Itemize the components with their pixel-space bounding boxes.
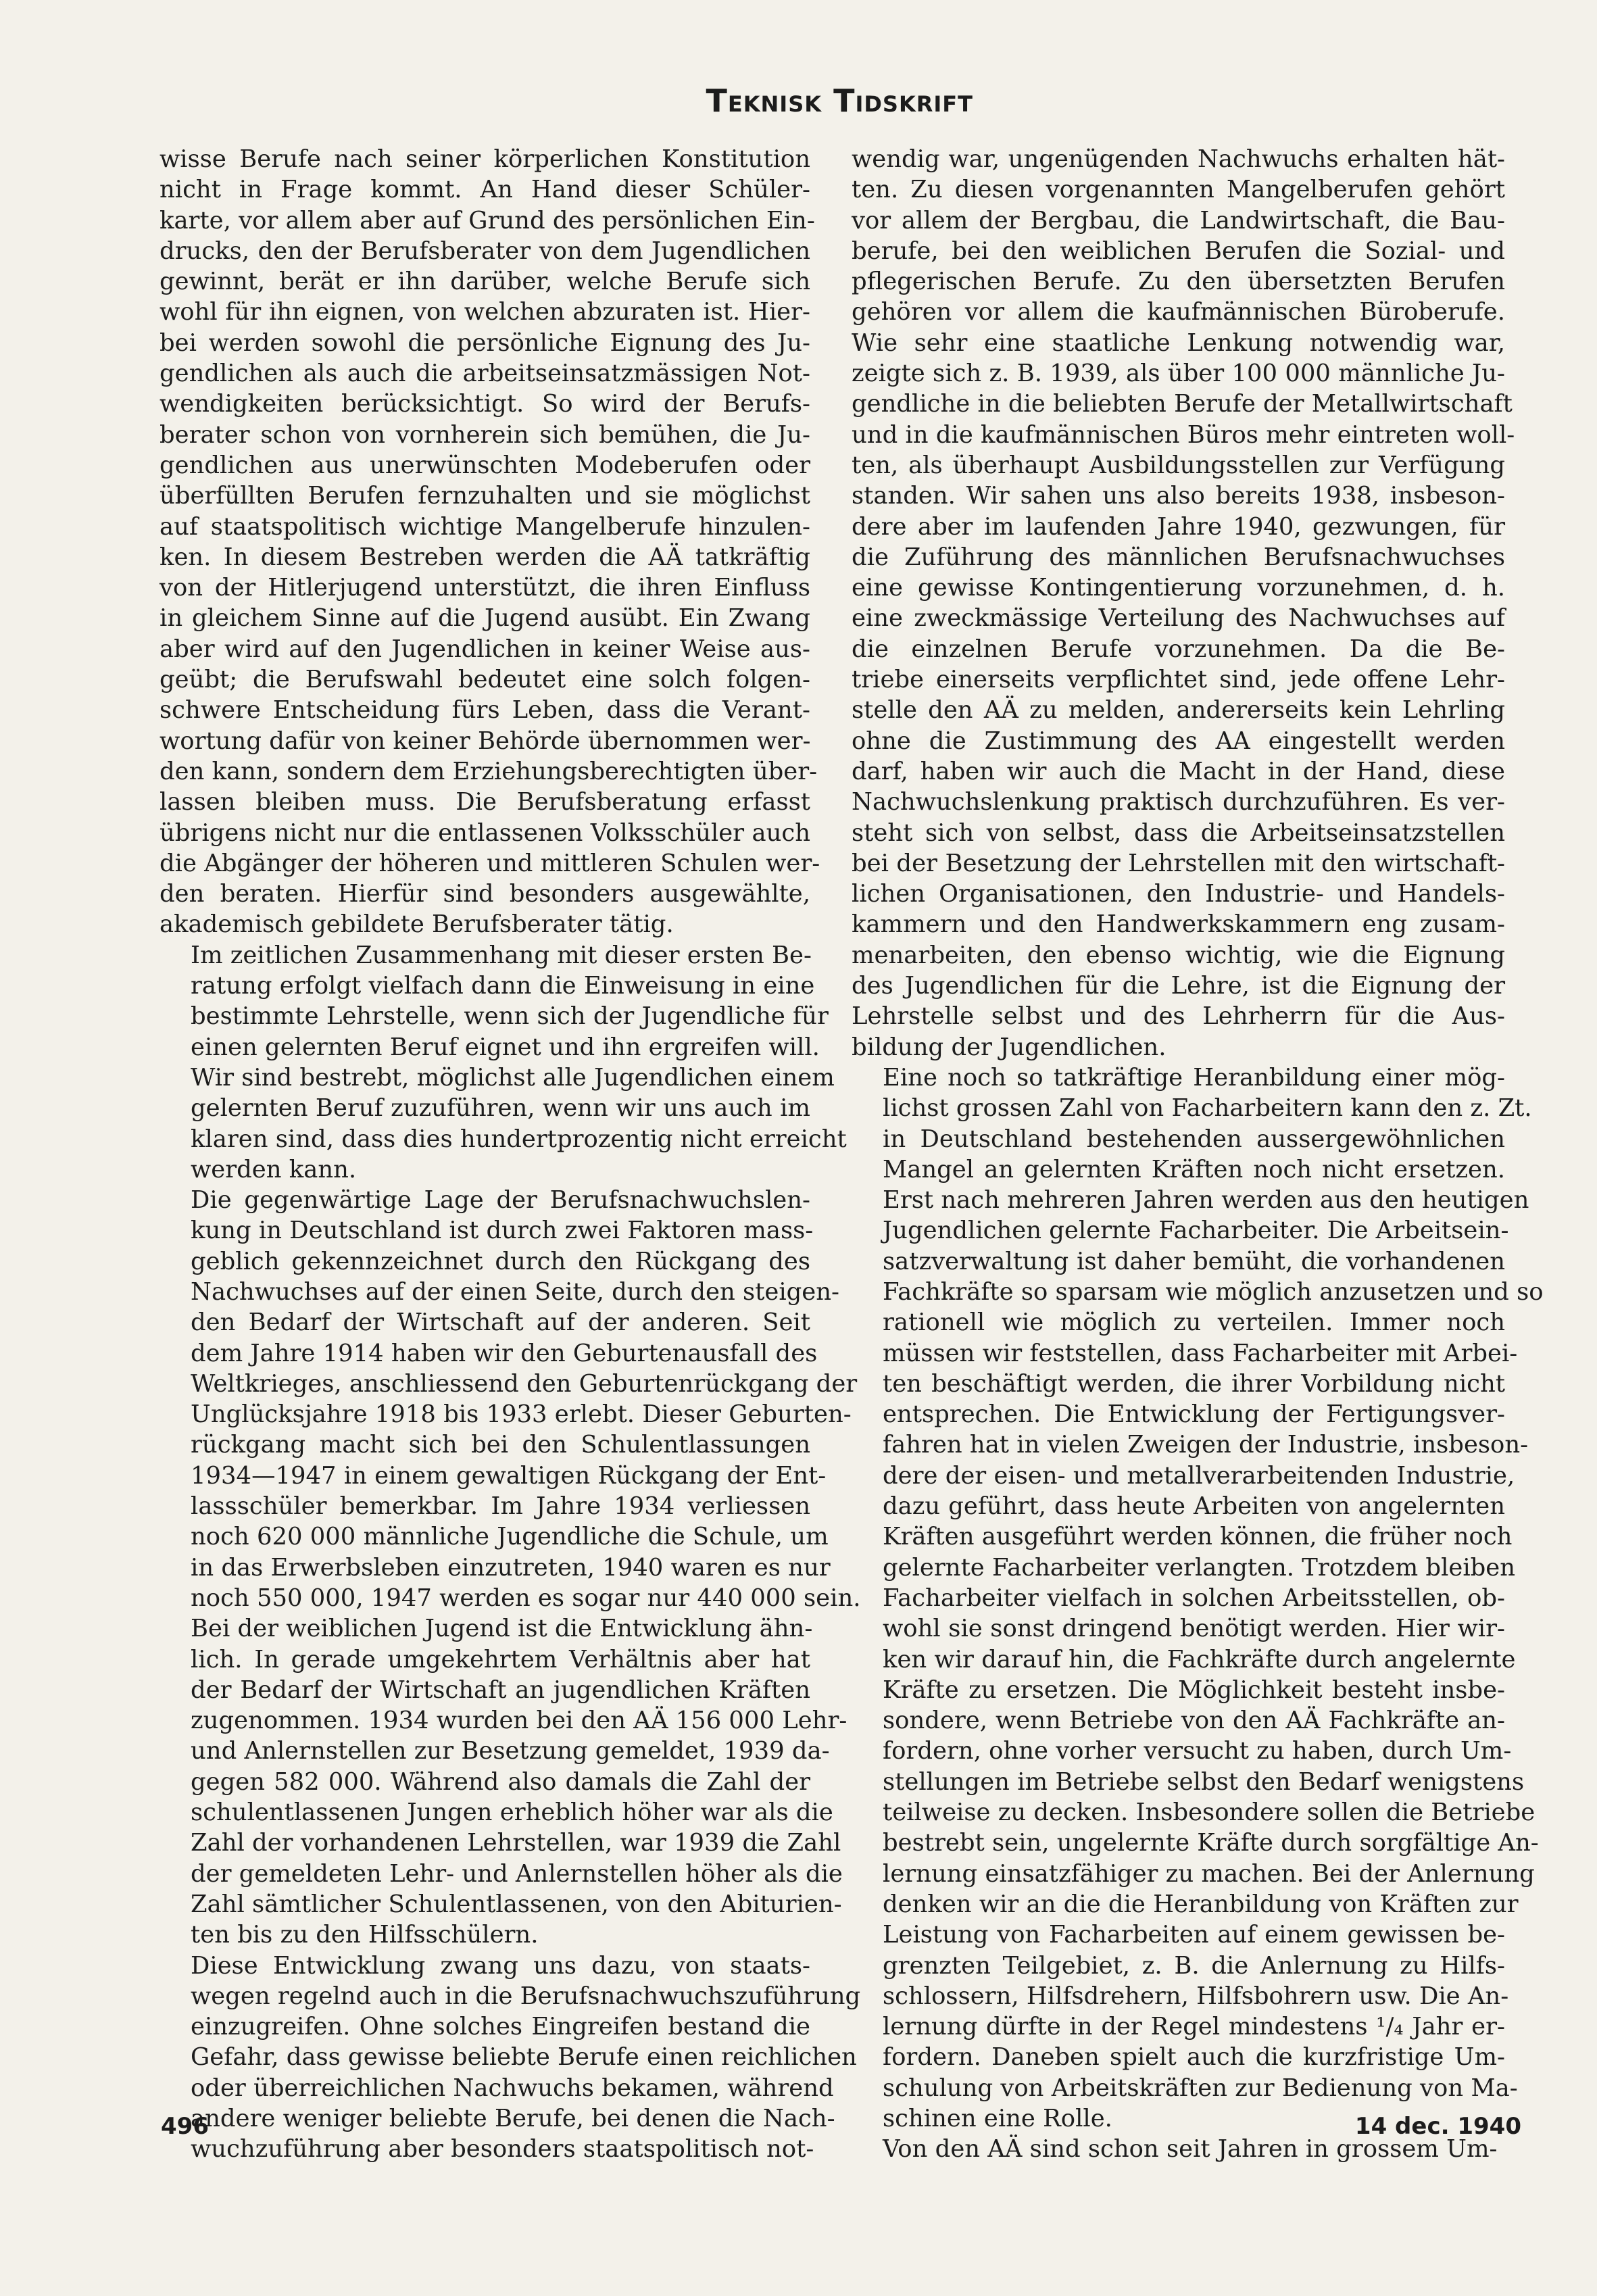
- text-line: pflegerischen Berufe. Zu den übersetzten Berufen: [852, 268, 1505, 296]
- text-line: 1934—1947 in einem gewaltigen Rückgang der Ent-: [191, 1461, 827, 1490]
- text-line: triebe einerseits verpflichtet sind, jede offene Lehr-: [852, 666, 1505, 694]
- paragraph: [852, 144, 1515, 1062]
- text-line: nicht in Frage kommt. An Hand dieser Schüler-: [159, 176, 810, 204]
- text-line: Leistung von Facharbeiten auf einem gewissen be-: [883, 1921, 1505, 1949]
- text-line: Zahl der vorhandenen Lehrstellen, war 1939 die Zahl: [191, 1829, 841, 1857]
- text-line: lichen Organisationen, den Industrie- und Handels-: [852, 880, 1505, 908]
- text-line: Die gegenwärtige Lage der Berufsnachwuchslen-: [191, 1186, 810, 1215]
- text-line: gelernte Facharbeiter verlangten. Trotzdem bleiben: [883, 1553, 1516, 1582]
- text-line: teilweise zu decken. Insbesondere sollen die Betriebe: [883, 1799, 1535, 1827]
- text-line: dem Jahre 1914 haben wir den Geburtenausfall des: [191, 1339, 818, 1367]
- text-line: Bei der weiblichen Jugend ist die Entwicklung ähn-: [191, 1615, 813, 1643]
- text-line: drucks, den der Berufsberater von dem Jugendlichen: [159, 237, 810, 265]
- journal-title: Teknisk Tidskrift: [706, 82, 973, 119]
- text-line: bei werden sowohl die persönliche Eignung des Ju-: [159, 328, 810, 357]
- text-line: Von den AÄ sind schon seit Jahren in grossem Um-: [883, 2135, 1498, 2164]
- issue-date: 14 dec. 1940: [1354, 2113, 1521, 2140]
- text-line: rationell wie möglich zu verteilen. Immer noch: [883, 1309, 1505, 1337]
- text-line: Mangel an gelernten Kräften noch nicht ersetzen.: [883, 1155, 1505, 1183]
- text-line: Kräfte zu ersetzen. Die Möglichkeit besteht insbe-: [883, 1676, 1505, 1704]
- text-line: lassen bleiben muss. Die Berufsberatung erfasst: [159, 788, 810, 816]
- text-line: Weltkrieges, anschliessend den Geburtenrückgang der: [191, 1369, 858, 1398]
- text-line: fahren hat in vielen Zweigen der Industrie, insbeson-: [883, 1431, 1529, 1459]
- text-line: und in die kaufmännischen Büros mehr eintreten woll-: [852, 420, 1515, 449]
- text-line: berater schon von vornherein sich bemühen, die Ju-: [159, 420, 810, 449]
- text-line: satzverwaltung ist daher bemüht, die vorhandenen: [883, 1247, 1505, 1275]
- text-line: schulentlassenen Jungen erheblich höher war als die: [191, 1799, 833, 1827]
- text-line: dere aber im laufenden Jahre 1940, gezwungen, für: [852, 512, 1505, 541]
- text-line: vor allem der Bergbau, die Landwirtschaft, die Bau-: [852, 206, 1505, 235]
- text-line: bei der Besetzung der Lehrstellen mit den wirtschaft-: [852, 849, 1505, 877]
- text-line: geblich gekennzeichnet durch den Rückgang des: [191, 1247, 810, 1275]
- text-line: überfüllten Berufen fernzuhalten und sie möglichst: [159, 482, 810, 510]
- text-line: der Bedarf der Wirtschaft an jugendlichen Kräften: [191, 1676, 810, 1704]
- text-line: ten bis zu den Hilfsschülern.: [191, 1921, 539, 1949]
- text-line: grenzten Teilgebiet, z. B. die Anlernung zu Hilfs-: [883, 1951, 1505, 1980]
- text-line: die Abgänger der höheren und mittleren Schulen wer-: [159, 849, 820, 877]
- text-line: sondere, wenn Betriebe von den AÄ Fachkräfte an-: [883, 1707, 1505, 1735]
- text-line: fordern. Daneben spielt auch die kurzfristige Um-: [883, 2043, 1505, 2072]
- text-line: oder überreichlichen Nachwuchs bekamen, während: [191, 2074, 834, 2102]
- text-line: bestrebt sein, ungelernte Kräfte durch sorgfältige An-: [883, 1829, 1539, 1857]
- text-line: Nachwuchslenkung praktisch durchzuführen. Es ver-: [852, 788, 1505, 816]
- text-line: Unglücksjahre 1918 bis 1933 erlebt. Dieser Geburten-: [191, 1400, 852, 1429]
- text-line: aber wird auf den Jugendlichen in keiner Weise aus-: [159, 635, 810, 663]
- text-line: die Zuführung des männlichen Berufsnachwuchses: [852, 543, 1505, 571]
- text-line: stellungen im Betriebe selbst den Bedarf wenigstens: [883, 1767, 1525, 1796]
- text-line: standen. Wir sahen uns also bereits 1938, insbeson-: [852, 482, 1505, 510]
- text-line: lernung dürfte in der Regel mindestens ¹/₄ Jahr er-: [883, 2013, 1505, 2041]
- text-line: den beraten. Hierfür sind besonders ausgewählte,: [159, 880, 810, 908]
- text-line: in Deutschland bestehenden aussergewöhnlichen: [883, 1125, 1505, 1153]
- text-line: werden kann.: [191, 1155, 357, 1183]
- text-line: und Anlernstellen zur Besetzung gemeldet, 1939 da-: [191, 1737, 830, 1765]
- text-line: Zahl sämtlicher Schulentlassenen, von den Abiturien-: [191, 1890, 842, 1918]
- text-line: Facharbeiter vielfach in solchen Arbeitsstellen, ob-: [883, 1584, 1505, 1612]
- text-line: ken wir darauf hin, die Fachkräfte durch angelernte: [883, 1645, 1516, 1674]
- text-line: ten, als überhaupt Ausbildungsstellen zur Verfügung: [852, 451, 1505, 479]
- text-line: auf staatspolitisch wichtige Mangelberufe hinzulen-: [159, 512, 810, 541]
- text-line: lernung einsatzfähiger zu machen. Bei der Anlernung: [883, 1859, 1535, 1888]
- text-line: entsprechen. Die Entwicklung der Fertigungsver-: [883, 1400, 1505, 1429]
- paragraph: [159, 1951, 861, 2165]
- text-line: gendlichen als auch die arbeitseinsatzmässigen Not-: [159, 360, 810, 388]
- text-line: darf, haben wir auch die Macht in der Hand, diese: [852, 757, 1505, 785]
- text-line: steht sich von selbst, dass die Arbeitseinsatzstellen: [852, 819, 1505, 847]
- text-line: ratung erfolgt vielfach dann die Einweisung in eine: [191, 972, 815, 1000]
- text-line: gewinnt, berät er ihn darüber, welche Berufe sich: [159, 268, 810, 296]
- text-line: eine zweckmässige Verteilung des Nachwuchses auf: [852, 604, 1505, 633]
- text-line: schwere Entscheidung fürs Leben, dass die Verant-: [159, 696, 810, 725]
- text-line: fordern, ohne vorher versucht zu haben, durch Um-: [883, 1737, 1512, 1765]
- text-line: gelernten Beruf zuzuführen, wenn wir uns auch im: [191, 1094, 810, 1123]
- text-line: noch 550 000, 1947 werden es sogar nur 440 000 sein.: [191, 1584, 861, 1612]
- text-line: klaren sind, dass dies hundertprozentig nicht erreicht: [191, 1125, 847, 1153]
- text-line: Lehrstelle selbst und des Lehrherrn für die Aus-: [852, 1002, 1505, 1031]
- text-line: einzugreifen. Ohne solches Eingreifen bestand die: [191, 2013, 810, 2041]
- text-line: müssen wir feststellen, dass Facharbeiter mit Arbei-: [883, 1339, 1518, 1367]
- text-line: bildung der Jugendlichen.: [852, 1033, 1166, 1061]
- text-line: geübt; die Berufswahl bedeutet eine solch folgen-: [159, 666, 810, 694]
- text-line: rückgang macht sich bei den Schulentlassungen: [191, 1431, 810, 1459]
- text-line: berufe, bei den weiblichen Berufen die Sozial- und: [852, 237, 1505, 265]
- text-line: schlossern, Hilfsdrehern, Hilfsbohrern usw. Die An-: [883, 1982, 1509, 2010]
- text-line: karte, vor allem aber auf Grund des persönlichen Ein-: [159, 206, 815, 235]
- paragraph: [852, 1062, 1544, 2134]
- text-line: zugenommen. 1934 wurden bei den AÄ 156 000 Lehr-: [191, 1707, 847, 1735]
- text-line: kammern und den Handwerkskammern eng zusam-: [852, 910, 1505, 939]
- right-column: [852, 144, 1544, 2165]
- text-line: eine gewisse Kontingentierung vorzunehmen, d. h.: [852, 574, 1505, 602]
- text-line: wortung dafür von keiner Behörde übernommen wer-: [159, 727, 811, 755]
- text-line: wohl für ihn eignen, von welchen abzuraten ist. Hier-: [159, 298, 810, 326]
- text-line: noch 620 000 männliche Jugendliche die Schule, um: [191, 1523, 829, 1551]
- text-line: den kann, sondern dem Erziehungsberechtigten über-: [159, 757, 818, 785]
- text-line: in gleichem Sinne auf die Jugend ausübt. Ein Zwang: [159, 604, 810, 633]
- text-line: ten beschäftigt werden, die ihrer Vorbildung nicht: [883, 1369, 1505, 1398]
- text-line: Gefahr, dass gewisse beliebte Berufe einen reichlichen: [191, 2043, 857, 2072]
- text-line: von der Hitlerjugend unterstützt, die ihren Einfluss: [159, 574, 810, 602]
- text-line: akademisch gebildete Berufsberater tätig.: [159, 910, 674, 939]
- text-line: Wie sehr eine staatliche Lenkung notwendig war,: [852, 328, 1505, 357]
- text-line: dazu geführt, dass heute Arbeiten von angelernten: [883, 1492, 1505, 1521]
- text-line: wisse Berufe nach seiner körperlichen Konstitution: [159, 145, 810, 173]
- text-line: Kräften ausgeführt werden können, die früher noch: [883, 1523, 1513, 1551]
- text-line: wendig war, ungenügenden Nachwuchs erhalten hät-: [852, 145, 1505, 173]
- text-line: wuchzuführung aber besonders staatspolitisch not-: [191, 2135, 814, 2164]
- text-line: Diese Entwicklung zwang uns dazu, von staats-: [191, 1951, 810, 1980]
- text-line: des Jugendlichen für die Lehre, ist die Eignung der: [852, 972, 1505, 1000]
- left-column: [159, 144, 861, 2165]
- text-line: gegen 582 000. Während also damals die Zahl der: [191, 1767, 810, 1796]
- text-line: wendigkeiten berücksichtigt. So wird der Berufs-: [159, 390, 810, 418]
- text-line: gendlichen aus unerwünschten Modeberufen oder: [159, 451, 810, 479]
- text-line: lassschüler bemerkbar. Im Jahre 1934 verliessen: [191, 1492, 810, 1521]
- text-line: in das Erwerbsleben einzutreten, 1940 waren es nur: [191, 1553, 831, 1582]
- text-line: Nachwuchses auf der einen Seite, durch den steigen-: [191, 1277, 839, 1306]
- text-line: lich. In gerade umgekehrtem Verhältnis aber hat: [191, 1645, 810, 1674]
- text-line: gendliche in die beliebten Berufe der Metallwirtschaft: [852, 390, 1513, 418]
- text-line: zeigte sich z. B. 1939, als über 100 000 männliche Ju-: [852, 360, 1505, 388]
- text-line: die einzelnen Berufe vorzunehmen. Da die Be-: [852, 635, 1505, 663]
- text-line: einen gelernten Beruf eignet und ihn ergreifen will.: [191, 1033, 820, 1061]
- text-line: Eine noch so tatkräftige Heranbildung einer mög-: [883, 1063, 1505, 1092]
- text-line: denken wir an die die Heranbildung von Kräften zur: [883, 1890, 1519, 1918]
- text-line: Wir sind bestrebt, möglichst alle Jugendlichen einem: [191, 1063, 835, 1092]
- text-line: wegen regelnd auch in die Berufsnachwuchszuführung: [191, 1982, 861, 2010]
- text-line: gehören vor allem die kaufmännischen Büroberufe.: [852, 298, 1505, 326]
- text-line: lichst grossen Zahl von Facharbeitern kann den z. Zt.: [883, 1094, 1532, 1123]
- text-line: Erst nach mehreren Jahren werden aus den heutigen: [883, 1186, 1529, 1215]
- text-line: den Bedarf der Wirtschaft auf der anderen. Seit: [191, 1309, 810, 1337]
- text-line: übrigens nicht nur die entlassenen Volksschüler auch: [159, 819, 810, 847]
- text-line: dere der eisen- und metallverarbeitenden Industrie,: [883, 1461, 1515, 1490]
- paragraph: [159, 1185, 861, 1950]
- text-line: Jugendlichen gelernte Facharbeiter. Die Arbeitsein-: [883, 1217, 1509, 1245]
- text-line: bestimmte Lehrstelle, wenn sich der Jugendliche für: [191, 1002, 829, 1031]
- text-line: ten. Zu diesen vorgenannten Mangelberufen gehört: [852, 176, 1505, 204]
- text-line: ken. In diesem Bestreben werden die AÄ tatkräftig: [159, 543, 810, 571]
- text-line: schulung von Arbeitskräften zur Bedienung von Ma-: [883, 2074, 1518, 2102]
- text-line: Fachkräfte so sparsam wie möglich anzusetzen und so: [883, 1277, 1544, 1306]
- text-line: stelle den AÄ zu melden, andererseits kein Lehrling: [852, 696, 1505, 725]
- paragraph: [159, 940, 847, 1185]
- text-line: menarbeiten, den ebenso wichtig, wie die Eignung: [852, 941, 1505, 969]
- text-line: wohl sie sonst dringend benötigt werden. Hier wir-: [883, 1615, 1505, 1643]
- text-line: andere weniger beliebte Berufe, bei denen die Nach-: [191, 2105, 835, 2132]
- text-line: Im zeitlichen Zusammenhang mit dieser ersten Be-: [191, 941, 812, 969]
- page-number: 496: [161, 2113, 209, 2140]
- text-line: schinen eine Rolle.: [883, 2105, 1112, 2132]
- text-line: der gemeldeten Lehr- und Anlernstellen höher als die: [191, 1859, 843, 1888]
- text-line: kung in Deutschland ist durch zwei Faktoren mass-: [191, 1217, 814, 1245]
- paragraph: [159, 144, 820, 940]
- text-line: ohne die Zustimmung des AA eingestellt werden: [852, 727, 1505, 755]
